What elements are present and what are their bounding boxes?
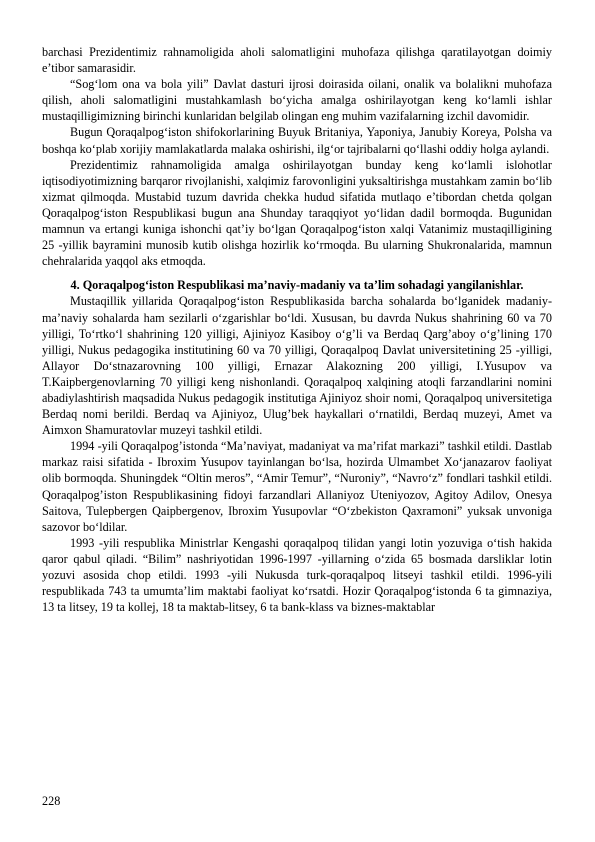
- page-number: 228: [42, 794, 61, 808]
- paragraph-7: 1993 -yili respublika Ministrlar Kengashi qoraqalpoq tilidan yangi lotin yozuviga o‘tish hakida qaror qabul qiladi. “Bilim” nashriyotidan 1996-1997 -yillarning o‘zida 65 bosmada darsliklar lotin yozuvi asosida chop etildi. 1993 -yili Nukusda turk-qoraqalpoq litseyi tashkil etildi. 1996-yili respublikada 743 ta umumta’lim maktabi faoliyat ko‘rsatdi. Hozir Qoraqalpog‘istonda 6 ta gimnaziya, 13 ta litsey, 19 ta kollej, 18 ta maktab-litsey, 6 ta bank-klass va biznes-maktablar: [42, 535, 552, 615]
- paragraph-6: 1994 -yili Qoraqalpog’istonda “Ma’naviyat, madaniyat va ma’rifat markazi” tashkil etildi. Dastlab markaz raisi sifatida - Ibroxim Yusupov tayinlangan bo‘lsa, hozirda Ulmambet Xo‘janazarov faoliyat olib bormoqda. Shuningdek “Oltin meros”, “Amir Temur”, “Nuroniy”, “Navro‘z” fondlari tashkil etildi. Qoraqalpog’iston Respublikasining fidoyi farzandlari Allaniyoz Uteniyozov, Agitoy Adilov, Onesya Saitova, Tulepbergen Qaipbergenov, Ibroxim Yusupovlar “O‘zbekiston Qaxramoni” yuksak unvoniga sazovor bo‘ldilar.: [42, 439, 552, 534]
- paragraph-2: “Sog‘lom ona va bola yili” Davlat dasturi ijrosi doirasida oilani, onalik va bolalikni muhofaza qilish, aholi salomatligini mustahkamlash bo‘yicha amalga oshirilayotgan keng ko‘lamli ishlar mustaqilligimizning birinchi kunlaridan belgilab olingan eng muhim vazifalarning izchil davomidir.: [42, 77, 552, 124]
- paragraph-3: Bugun Qoraqalpog‘iston shifokorlarining Buyuk Britaniya, Yaponiya, Janubiy Koreya, Polsha va boshqa ko‘plab xorijiy mamlakatlarda malaka oshirishi, ilg‘or tajribalarni qo‘llashi oddiy holga aylandi.: [42, 125, 552, 156]
- paragraph-1: barchasi Prezidentimiz rahnamoligida aholi salomatligini muhofaza qilishga qaratilayotgan doimiy e’tibor samarasidir.: [42, 45, 552, 76]
- paragraph-4: Prezidentimiz rahnamoligida amalga oshirilayotgan bunday keng ko‘lamli islohotlar iqtisodiyotimizning barqaror rivojlanishi, xalqimiz farovonligini yuksaltirishga mustahkam zamin bo‘lib xizmat qilmoqda. Mustabid tuzum davrida chekka hudud sifatida mutlaqo e’tibordan chetda qolgan Qoraqalpog‘iston Respublikasi bugun ana Shunday taraqqiyot yo‘lidan dadil bormoqda. Bugunidan mamnun va ertangi kuniga ishonchi qat’iy bo‘lgan Qoraqalpog‘iston xalqi Vatanimiz mustaqilligining 25 -yillik bayramini munosib kutib olishga hozirlik ko‘rmoqda. Bu ularning Shukronalarida, mamnun chehralarida yaqqol aks etmoqda.: [42, 157, 552, 269]
- paragraph-5: Mustaqillik yillarida Qoraqalpog‘iston Respublikasida barcha sohalarda bo‘lganidek madaniy-ma’naviy sohalarda ham sezilarli o‘zgarishlar bo‘ldi. Xususan, bu davrda Nukus shahrining 60 va 70 yilligi, To‘rtko‘l shahrining 120 yilligi, Ajiniyoz Kasiboy o‘g’li va Berdaq Qarg’aboy o‘g’lining 170 yilligi, Nukus pedagogika institutining 60 va 70 yilligi, Qoraqalpoq Davlat universitetining 25 -yilligi, Allayor Do‘stnazarovning 100 yilligi, Ernazar Alakozning 200 yilligi, I.Yusupov va T.Kaipbergenovlarning 70 yilligi keng nishonlandi. Qoraqalpoq xalqining atoqli farzandlarini nomini abadiylashtirish maqsadida Nukus pedagogik institutiga Ajiniyoz shoir nomi, Qoraqalpoq universitetiga Berdaq nomi berildi. Berdaq va Ajiniyoz, Ulug’bek haykallari o‘rnatildi, Berdaq muzeyi, Amet va Aimxon Shamuratovlar muzeyi tashkil etildi.: [42, 294, 552, 438]
- document-page: [42, 44, 552, 615]
- section-heading: 4. Qoraqalpog‘iston Respublikasi ma’naviy-madaniy va ta’lim sohadagi yangilanishlar.: [70, 278, 524, 293]
